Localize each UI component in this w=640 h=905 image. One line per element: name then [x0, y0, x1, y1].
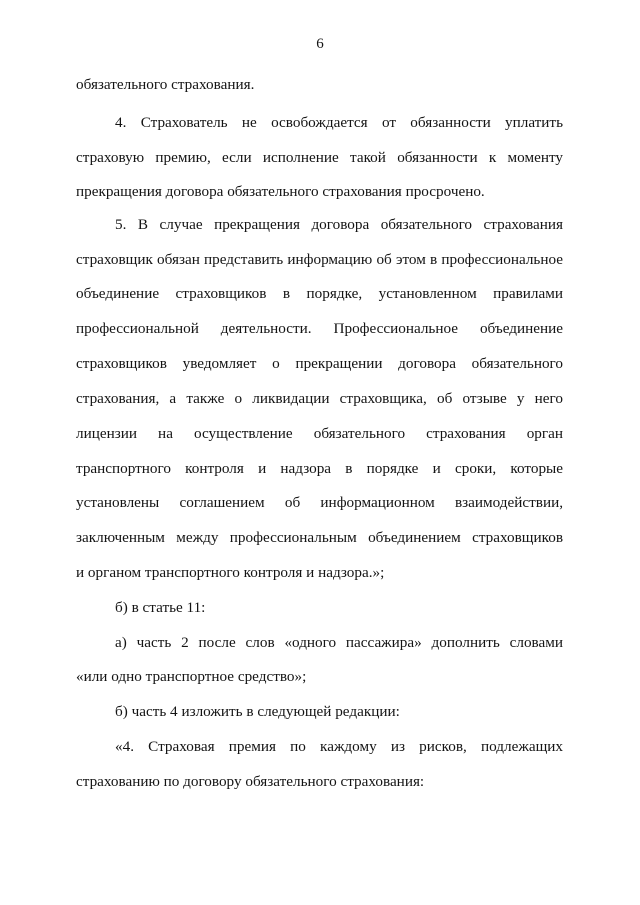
text-line: страховую премию, если исполнение такой обязанности к моменту [76, 149, 563, 166]
text-line: 5. В случае прекращения договора обязательного страхования [115, 216, 563, 233]
text-line: а) часть 2 после слов «одного пассажира» дополнить словами [115, 634, 563, 651]
text-line: обязательного страхования. [76, 76, 255, 93]
text-line: профессиональной деятельности. Профессиональное объединение [76, 320, 563, 337]
text-line: и органом транспортного контроля и надзора.»; [76, 564, 385, 581]
text-line: транспортного контроля и надзора в порядке и сроки, которые [76, 460, 563, 477]
text-line: объединение страховщиков в порядке, установленном правилами [76, 285, 563, 302]
text-line: 4. Страхователь не освобождается от обязанности уплатить [115, 114, 563, 131]
text-line: «или одно транспортное средство»; [76, 668, 307, 685]
text-line: б) часть 4 изложить в следующей редакции: [115, 703, 400, 720]
text-line: б) в статье 11: [115, 599, 206, 616]
text-line: прекращения договора обязательного страхования просрочено. [76, 183, 485, 200]
text-line: страховщик обязан представить информацию об этом в профессиональное [76, 251, 563, 268]
text-line: страховщиков уведомляет о прекращении договора обязательного [76, 355, 563, 372]
page-number: 6 [316, 36, 324, 52]
text-line: «4. Страховая премия по каждому из рисков, подлежащих [115, 738, 563, 755]
text-line: установлены соглашением об информационном взаимодействии, [76, 494, 563, 511]
text-line: страхованию по договору обязательного страхования: [76, 773, 425, 790]
text-line: заключенным между профессиональным объединением страховщиков [76, 529, 563, 546]
text-line: лицензии на осуществление обязательного страхования орган [76, 425, 563, 442]
text-line: страхования, а также о ликвидации страховщика, об отзыве у него [76, 390, 563, 407]
